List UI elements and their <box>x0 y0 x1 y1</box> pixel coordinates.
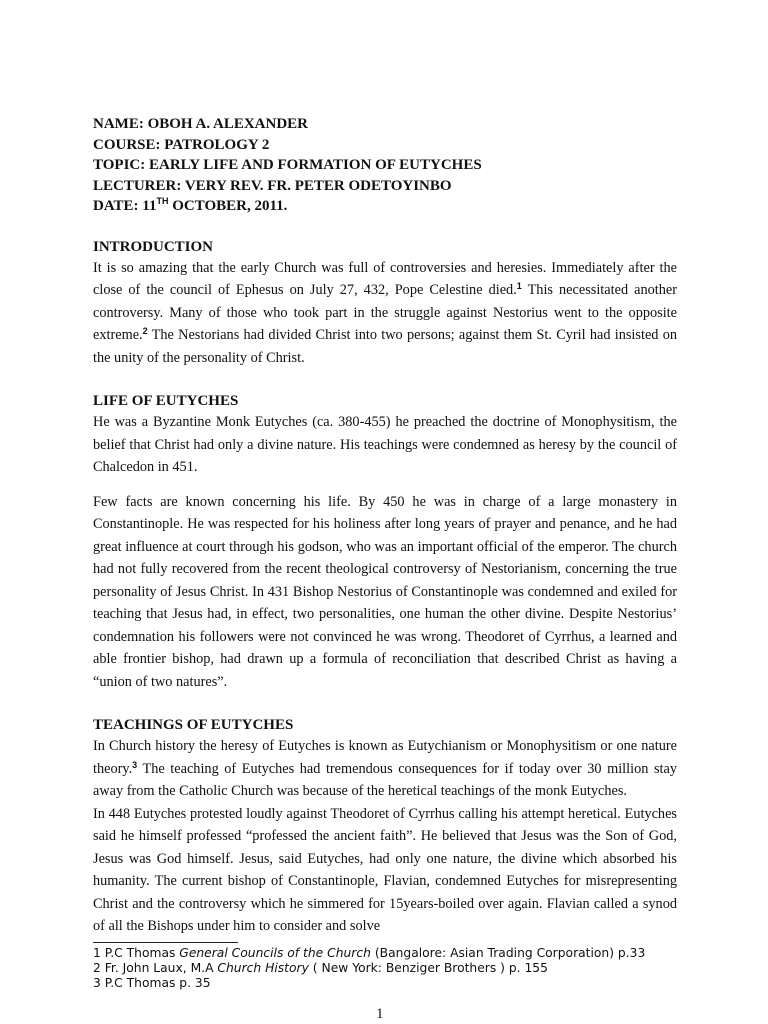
introduction-heading: INTRODUCTION <box>93 238 214 255</box>
footnote-ref-3: 3 <box>132 759 138 770</box>
footnotes <box>93 946 713 991</box>
footnote-2 <box>93 961 713 976</box>
footnote-1 <box>93 946 713 961</box>
life-heading: LIFE OF EUTYCHES <box>93 393 239 409</box>
topic-line: TOPIC: EARLY LIFE AND FORMATION OF EUTYCHES <box>93 157 482 173</box>
date-prefix: DATE: 11 <box>93 198 157 214</box>
footnote-ref-2: 2 <box>142 326 148 336</box>
date-superscript: TH <box>156 196 169 206</box>
footnote-2-prefix: 2 Fr. John Laux, M.A <box>93 961 218 975</box>
intro-text-2: This necessitated another controversy. Many of those who took part in the struggle against Nestorius went to the opposite extreme. <box>93 282 677 343</box>
footnote-1-rest: (Bangalore: Asian Trading Corporation) p.33 <box>370 946 646 960</box>
footnote-2-rest: ( New York: Benziger Brothers ) p. 155 <box>308 961 548 975</box>
footnote-1-title: General Councils of the Church <box>179 946 371 960</box>
header-block <box>93 114 677 217</box>
date-suffix: OCTOBER, 2011. <box>168 198 288 214</box>
intro-text-3: The Nestorians had divided Christ into two persons; against them St. Cyril had insisted on the unity of the personality of Christ. <box>93 327 677 366</box>
student-name: NAME: OBOH A. ALEXANDER <box>93 116 309 132</box>
footnote-3-prefix: 3 P.C Thomas p. 35 <box>93 976 211 990</box>
footnote-3 <box>93 976 713 991</box>
life-paragraph-2: Few facts are known concerning his life. By 450 he was in charge of a large monastery in Constantinople. He was respected for his holiness after long years of prayer and penance, and he had great influence at court through his godson, who was an important official of the emperor. The church had not fully recovered from the recent theological controversy of Nestorianism, concerning the true personality of Jesus Christ. In 431 Bishop Nestorius of Constantinople was condemned and exiled for teaching that Jesus had, in effect, two personalities, one human the other divine. Despite Nestorius’ condemnation his followers were not convinced he was wrong. Theodoret of Cyrrhus, a learned and able frontier bishop, had drawn up a formula of reconciliation that described Christ as having a “union of two natures”. <box>93 493 677 690</box>
teachings-heading: TEACHINGS OF EUTYCHES <box>93 717 294 733</box>
teachings-paragraph-1 <box>93 735 677 803</box>
teachings-text-1: In Church history the heresy of Eutyches is known as Eutychianism or Monophysitism or one nature theory. <box>93 738 677 777</box>
life-paragraph-1: He was a Byzantine Monk Eutyches (ca. 380-455) he preached the doctrine of Monophysitism, the belief that Christ had only a divine nature. His teachings were condemned as heresy by the council of Chalcedon in 451. <box>93 414 677 475</box>
document-page <box>93 114 677 938</box>
footnote-1-prefix: 1 P.C Thomas <box>93 946 180 960</box>
footnote-2-title: Church History <box>217 961 309 975</box>
page-number: 1 <box>376 1006 384 1022</box>
lecturer-line: LECTURER: VERY REV. FR. PETER ODETOYINBO <box>93 177 452 194</box>
date-line <box>93 196 677 217</box>
footnote-separator <box>93 942 238 943</box>
teachings-paragraph-2: In 448 Eutyches protested loudly against Theodoret of Cyrrhus calling his attempt heretical. Eutyches said he himself professed “professed the ancient faith”. He believed that Jesus was the Son of God, Jesus was God himself. Jesus, said Eutyches, had only one nature, the divine which absorbed his humanity. The current bishop of Constantinople, Flavian, condemned Eutyches for misrepresenting Christ and the controversy which he simmered for 15years-boiled over again. Flavian called a synod of all the Bishops under him to consider and solve <box>93 805 677 934</box>
course-line: COURSE: PATROLOGY 2 <box>93 136 270 153</box>
footnote-ref-1: 1 <box>516 281 522 291</box>
teachings-text-2: The teaching of Eutyches had tremendous consequences for if today over 30 million stay away from the Catholic Church was because of the heretical teachings of the monk Eutyches. <box>93 760 677 799</box>
introduction-paragraph <box>93 257 677 370</box>
intro-text-1: It is so amazing that the early Church was full of controversies and heresies. Immediately after the close of the council of Ephesus on July 27, 432, Pope Celestine died. <box>93 259 677 298</box>
